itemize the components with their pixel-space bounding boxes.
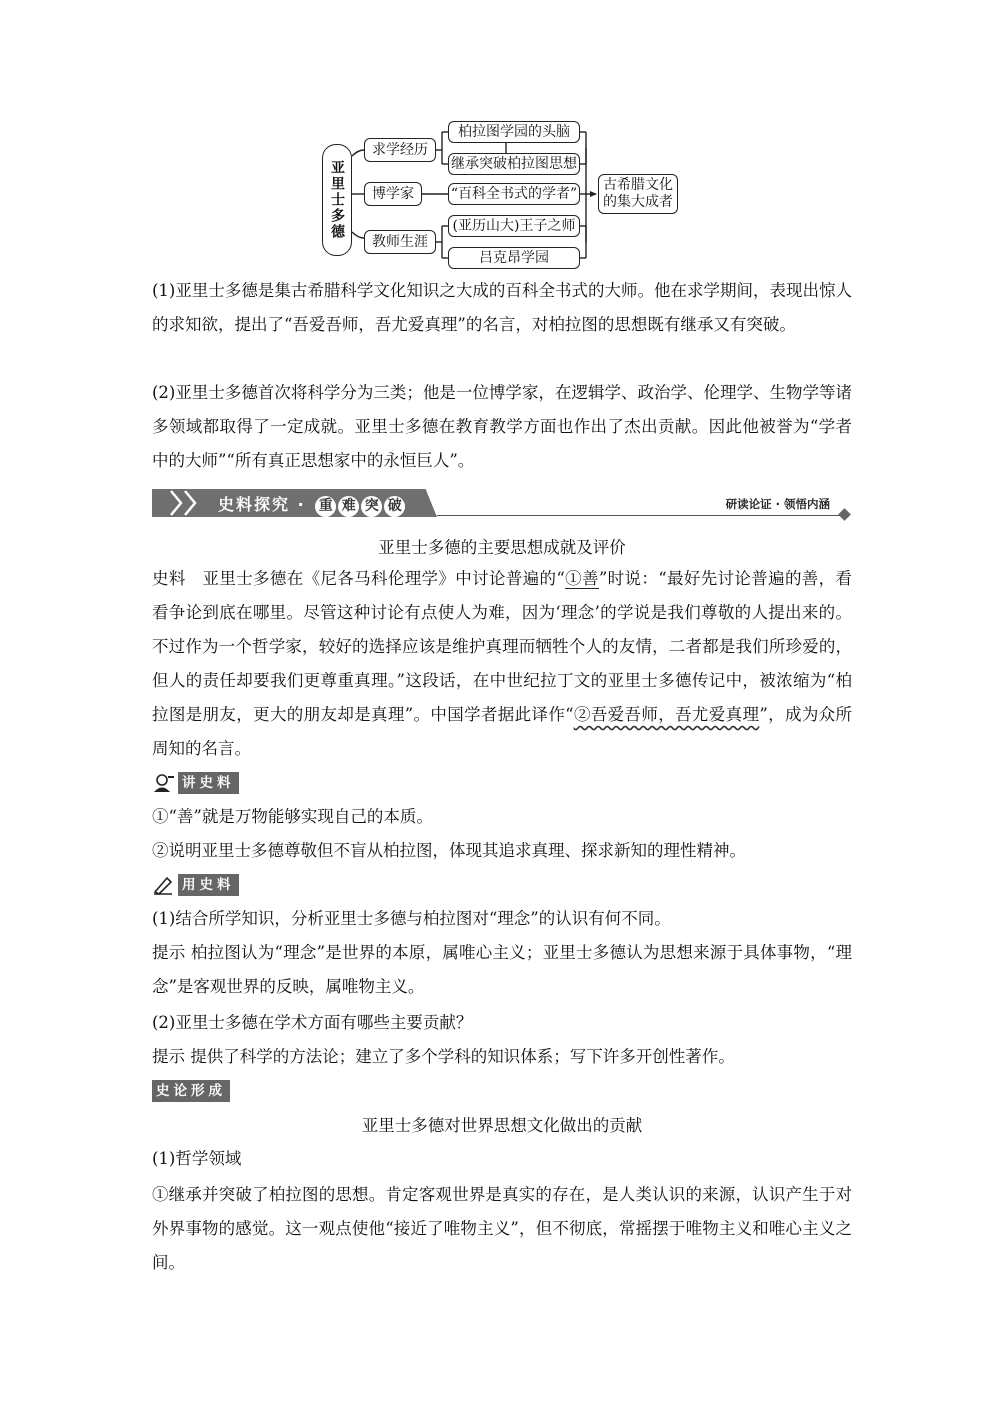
diagram-root-box — [322, 144, 352, 256]
diagram-branch-label: 教师生涯 — [372, 234, 428, 250]
diagram-root-label: 亚里士多德 — [329, 160, 345, 240]
use-tag-label: 用史料 — [178, 874, 239, 896]
use-answer-1: 提示 柏拉图认为“理念”是世界的本原，属唯心主义；亚里士多德认为思想来源于具体事物，“理念”是客观世界的反映，属唯物主义。 — [152, 943, 852, 996]
use-answer-2: 提示 提供了科学的方法论；建立了多个学科的知识体系；写下许多开创性著作。 — [152, 1047, 735, 1066]
concept-diagram — [318, 118, 718, 278]
source-label: 史料 — [152, 569, 186, 588]
conclusion-paragraph: ①继承并突破了柏拉图的思想。肯定客观世界是真实的存在，是人类认识的来源，认识产生于对外界事物的感觉。这一观点使他“接近了唯物主义”，但不彻底，常摇摆于唯物主义和唯心主义之间。 — [152, 1185, 852, 1272]
conclusion-subheading: (1)哲学领域 — [152, 1149, 242, 1168]
conclusion-heading: 亚里士多德对世界思想文化做出的贡献 — [361, 1116, 643, 1135]
intro-paragraph-2: (2)亚里士多德首次将科学分为三类；他是一位博学家，在逻辑学、政治学、伦理学、生物学等诸多领域都取得了一定成就。亚里士多德在教育教学方面也作出了杰出贡献。因此他被誉为“学者中的大师”“所有真正思想家中的永恒巨人”。 — [152, 383, 852, 470]
diamond-icon — [838, 508, 851, 521]
conclusion-tag-label: 史论形成 — [152, 1080, 230, 1102]
use-tag — [152, 874, 239, 896]
banner-title: 史料探究 · 重 难 突 破 — [218, 492, 405, 517]
section-banner — [152, 489, 852, 519]
explain-item: ①“善”就是万物能够实现自己的本质。 — [152, 807, 433, 826]
diagram-leaf: 柏拉图学园的头脑 — [448, 121, 580, 143]
diagram-result-box — [598, 174, 678, 214]
source-paragraph: 史料 亚里士多德在《尼各马科伦理学》中讨论普遍的“①善”时说：“最好先讨论普遍的善，看看争论到底在哪里。尽管这种讨论有点使人为难，因为‘理念’的学说是我们尊敬的人提出来的。不过作为一个哲学家，较好的选择应该是维护真理而牺牲个人的友情，二者都是我们所珍爱的，但人的责任却要我们更尊重真理。”这段话，在中世纪拉丁文的亚里士多德传记中，被浓缩为“柏拉图是朋友，更大的朋友却是真理”。中国学者据此译作“②吾爱吾师，吾尤爱真理”，成为众所周知的名言。 — [152, 569, 853, 758]
banner-subtitle: 研读论证 · 领悟内涵 — [725, 497, 830, 511]
diagram-result-line2: 的集大成者 — [603, 194, 673, 210]
annotated-term-2: ②吾爱吾师，吾尤爱真理 — [573, 705, 760, 724]
section-heading: 亚里士多德的主要思想成就及评价 — [378, 538, 626, 557]
explain-item: ②说明亚里士多德尊敬但不盲从柏拉图，体现其追求真理、探求新知的理性精神。 — [152, 841, 746, 860]
diagram-branch-label: 博学家 — [372, 186, 414, 202]
banner-rule — [437, 515, 842, 516]
pen-icon — [152, 875, 176, 895]
diagram-branch-study — [364, 138, 436, 162]
diagram-result-line1: 古希腊文化 — [603, 177, 673, 193]
explain-tag-label: 讲史料 — [178, 772, 239, 794]
diagram-branch-label: 求学经历 — [372, 142, 428, 158]
annotated-term-1: ①善 — [564, 569, 599, 588]
diagram-leaf: (亚历山大)王子之师 — [448, 215, 580, 237]
use-question-1: (1)结合所学知识，分析亚里士多德与柏拉图对“理念”的认识有何不同。 — [152, 909, 671, 928]
conclusion-tag — [152, 1080, 230, 1102]
chevron-right-icon — [182, 489, 198, 517]
teacher-icon — [152, 773, 176, 793]
diagram-leaf: “百科全书式的学者” — [448, 183, 580, 205]
explain-tag — [152, 772, 239, 794]
use-question-2: (2)亚里士多德在学术方面有哪些主要贡献？ — [152, 1013, 473, 1032]
diagram-branch-polymath — [364, 182, 422, 206]
diagram-leaf: 吕克昂学园 — [448, 247, 580, 269]
diagram-leaf: 继承突破柏拉图思想 — [448, 153, 580, 175]
intro-paragraph-1: (1)亚里士多德是集古希腊科学文化知识之大成的百科全书式的大师。他在求学期间，表现出惊人的求知欲，提出了“吾爱吾师，吾尤爱真理”的名言，对柏拉图的思想既有继承又有突破。 — [152, 281, 852, 334]
diagram-branch-teacher — [364, 230, 436, 254]
